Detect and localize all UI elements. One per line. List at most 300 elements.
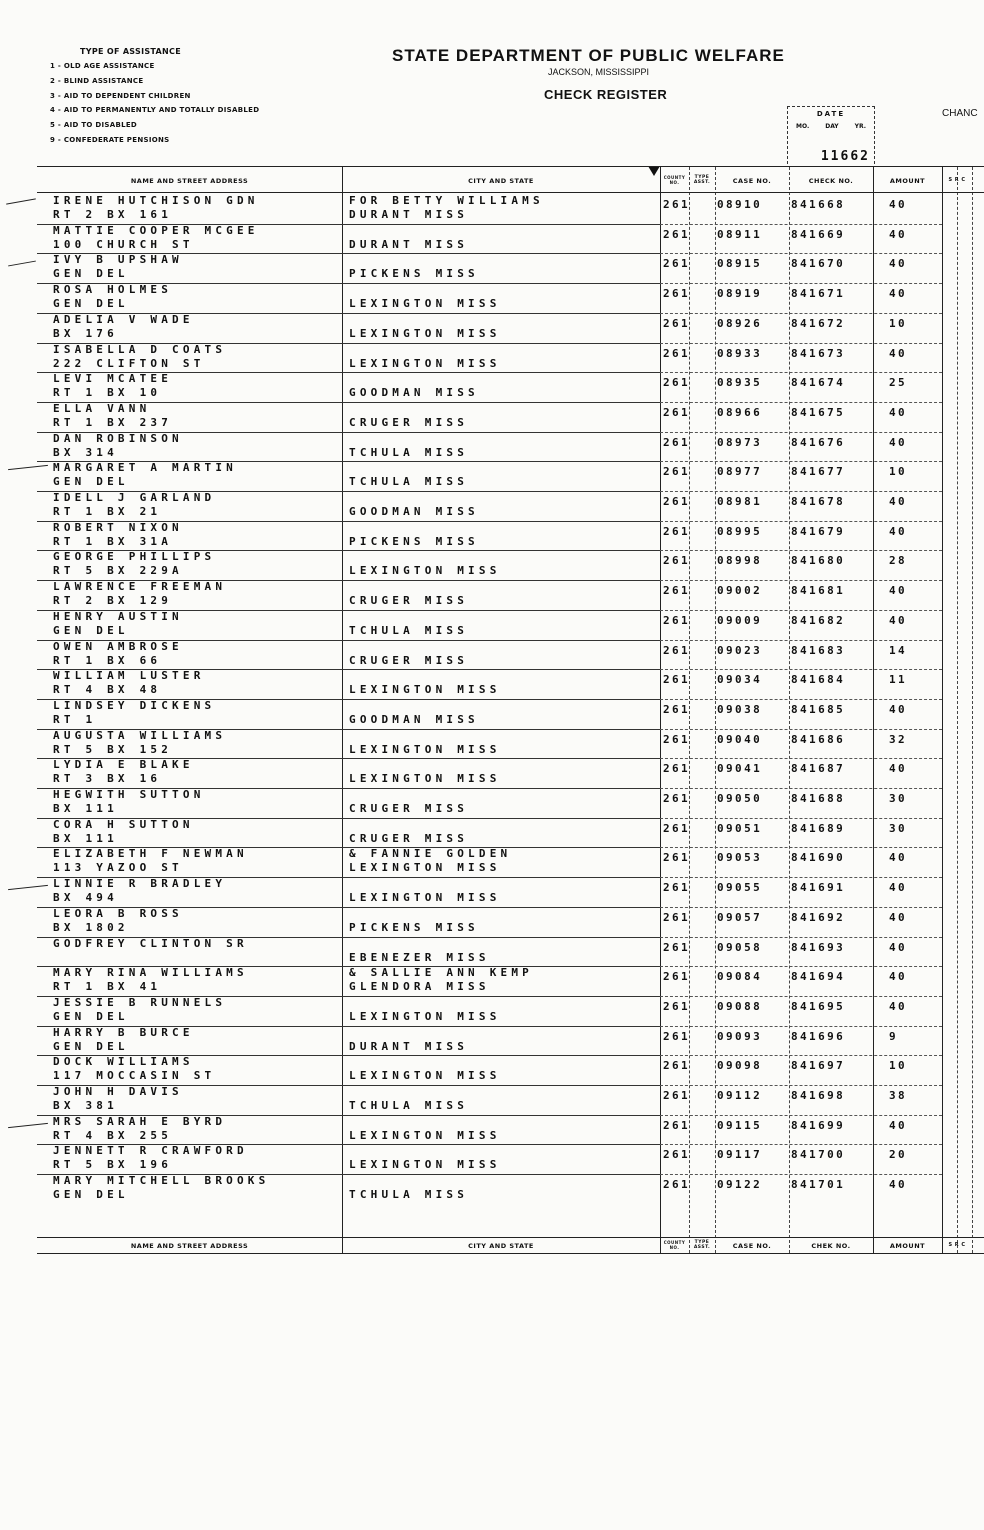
- street-address: BX 111: [53, 802, 118, 815]
- street-address: RT 1 BX 41: [53, 980, 162, 994]
- register-row: [37, 610, 984, 640]
- case-number: 09002: [717, 584, 763, 598]
- county-number: 261: [663, 673, 691, 687]
- register-row: [37, 729, 984, 759]
- row-rule: [660, 313, 942, 314]
- recipient-name: MARY MITCHELL BROOKS: [53, 1174, 270, 1188]
- check-number: 841686: [791, 732, 846, 746]
- register-row: [37, 1174, 984, 1204]
- case-number: 09050: [717, 792, 763, 805]
- check-number: 841674: [791, 376, 846, 390]
- case-number: 09041: [717, 762, 763, 776]
- date-mo-label: MO.: [796, 123, 810, 130]
- row-rule: [660, 253, 942, 254]
- recipient-name: ROSA HOLMES: [53, 283, 173, 297]
- register-row: [37, 580, 984, 610]
- row-rule: [660, 283, 942, 284]
- row-rule: [660, 758, 942, 759]
- case-number: 09122: [717, 1178, 763, 1192]
- change-label: CHANC: [942, 108, 978, 119]
- row-rule: [660, 1085, 942, 1086]
- street-address: GEN DEL: [53, 297, 129, 311]
- street-address: RT 1 BX 66: [53, 653, 162, 667]
- county-number: 261: [663, 851, 691, 865]
- legend-item: 4 - AID TO PERMANENTLY AND TOTALLY DISABLED: [50, 106, 260, 115]
- street-address: RT 2 BX 129: [53, 594, 173, 608]
- street-address: GEN DEL: [53, 623, 129, 637]
- city-state: LEXINGTON MISS: [349, 297, 501, 311]
- city-state: LEXINGTON MISS: [349, 1069, 501, 1083]
- case-number: 09057: [717, 910, 763, 924]
- county-number: 261: [663, 405, 691, 419]
- recipient-name: ADELIA V WADE: [53, 312, 194, 326]
- county-number: 261: [663, 940, 691, 954]
- row-rule: [660, 818, 942, 819]
- check-number: 841689: [791, 821, 846, 835]
- county-number: 261: [663, 702, 691, 716]
- register-row: [37, 283, 984, 313]
- city-state: LEXINGTON MISS: [349, 683, 501, 697]
- amount-value: 40: [889, 495, 908, 508]
- legend-item: 1 - OLD AGE ASSISTANCE: [50, 62, 155, 70]
- county-number: 261: [663, 1118, 691, 1132]
- amount-value: 28: [889, 554, 908, 568]
- recipient-name: LYDIA E BLAKE: [53, 758, 194, 772]
- footer-flags: S R C: [948, 1242, 966, 1248]
- assistance-legend: [50, 47, 259, 148]
- street-address: RT 4 BX 255: [53, 1128, 173, 1142]
- amount-value: 10: [889, 1059, 908, 1073]
- case-number: 09040: [717, 732, 763, 746]
- city-state: TCHULA MISS: [349, 445, 469, 459]
- recipient-name: WILLIAM LUSTER: [53, 669, 205, 683]
- amount-value: 10: [889, 316, 908, 330]
- check-number: 841693: [791, 940, 846, 954]
- county-number: 261: [663, 732, 691, 746]
- register-row: [37, 402, 984, 432]
- recipient-name: IDELL J GARLAND: [53, 491, 216, 504]
- check-number: 841668: [791, 198, 846, 211]
- header-county: COUNTY NO.: [663, 175, 686, 185]
- recipient-name: JENNETT R CRAWFORD: [53, 1144, 248, 1158]
- amount-value: 40: [889, 910, 908, 924]
- recipient-name: ELIZABETH F NEWMAN: [53, 847, 248, 861]
- amount-value: 40: [889, 851, 908, 865]
- check-number: 841675: [791, 405, 846, 419]
- check-number: 841672: [791, 316, 846, 330]
- recipient-name: ISABELLA D COATS: [53, 342, 227, 356]
- street-address: BX 381: [53, 1099, 118, 1112]
- city-state: CRUGER MISS: [349, 594, 469, 608]
- check-number: 841676: [791, 435, 846, 449]
- county-number: 261: [663, 792, 691, 805]
- register-row: [37, 372, 984, 402]
- county-number: 261: [663, 584, 691, 598]
- header-case: CASE NO.: [732, 177, 772, 185]
- register-row: [37, 194, 984, 224]
- city-state: CRUGER MISS: [349, 831, 469, 845]
- check-number: 841673: [791, 346, 846, 360]
- register-row: [37, 847, 984, 877]
- amount-value: 40: [889, 346, 908, 360]
- city-state: CRUGER MISS: [349, 653, 469, 667]
- amount-value: 40: [889, 405, 908, 419]
- county-number: 261: [663, 316, 691, 330]
- county-number: 261: [663, 1148, 691, 1162]
- street-address: RT 1 BX 21: [53, 505, 162, 518]
- county-number: 261: [663, 435, 691, 449]
- check-number: 841669: [791, 227, 846, 241]
- case-number: 09023: [717, 643, 763, 657]
- recipient-name: IRENE HUTCHISON GDN: [53, 194, 259, 207]
- check-number: 841678: [791, 495, 846, 508]
- check-number: 841696: [791, 1029, 846, 1043]
- street-address: RT 2 BX 161: [53, 208, 173, 221]
- row-rule: [660, 877, 942, 878]
- row-rule: [660, 937, 942, 938]
- amount-value: 40: [889, 999, 908, 1013]
- header-rule: [37, 192, 984, 193]
- recipient-name: AUGUSTA WILLIAMS: [53, 728, 227, 742]
- county-number: 261: [663, 1059, 691, 1073]
- recipient-name: GODFREY CLINTON SR: [53, 936, 248, 950]
- city-state: LEXINGTON MISS: [349, 1009, 501, 1023]
- margin-tick: [8, 261, 36, 267]
- city-note: & SALLIE ANN KEMP: [349, 966, 533, 980]
- check-number: 841683: [791, 643, 846, 657]
- recipient-name: LAWRENCE FREEMAN: [53, 580, 227, 594]
- row-rule: [660, 640, 942, 641]
- city-state: LEXINGTON MISS: [349, 891, 501, 905]
- row-rule: [660, 224, 942, 225]
- case-number: 09088: [717, 999, 763, 1013]
- city-state: LEXINGTON MISS: [349, 861, 501, 875]
- date-value: 11662: [820, 149, 870, 164]
- date-box: [787, 106, 875, 164]
- row-rule: [660, 610, 942, 611]
- register-row: [37, 937, 984, 967]
- check-number: 841694: [791, 970, 846, 984]
- row-rule: [660, 847, 942, 848]
- city-state: DURANT MISS: [349, 237, 469, 251]
- case-number: 08919: [717, 287, 763, 301]
- case-number: 08926: [717, 316, 763, 330]
- case-number: 09055: [717, 881, 763, 895]
- county-number: 261: [663, 227, 691, 241]
- county-number: 261: [663, 910, 691, 924]
- row-rule: [660, 461, 942, 462]
- county-number: 261: [663, 376, 691, 390]
- amount-value: 40: [889, 762, 908, 776]
- county-number: 261: [663, 999, 691, 1013]
- case-number: 09115: [717, 1118, 763, 1132]
- case-number: 09009: [717, 613, 763, 627]
- county-number: 261: [663, 1029, 691, 1043]
- register-row: [37, 1115, 984, 1145]
- city-state: PICKENS MISS: [349, 920, 479, 934]
- check-number: 841684: [791, 673, 846, 687]
- county-number: 261: [663, 613, 691, 627]
- header-check: CHECK NO.: [808, 177, 854, 185]
- register-row: [37, 550, 984, 580]
- register-row: [37, 699, 984, 729]
- recipient-name: MRS SARAH E BYRD: [53, 1114, 227, 1128]
- row-rule: [660, 669, 942, 670]
- recipient-name: IVY B UPSHAW: [53, 253, 183, 267]
- city-state: LEXINGTON MISS: [349, 564, 501, 578]
- city-state: EBENEZER MISS: [349, 950, 490, 964]
- register-row: [37, 996, 984, 1026]
- city-state: CRUGER MISS: [349, 415, 469, 429]
- check-number: 841690: [791, 851, 846, 865]
- case-number: 09098: [717, 1059, 763, 1073]
- check-number: 841681: [791, 584, 846, 598]
- amount-value: 38: [889, 1089, 908, 1102]
- street-address: BX 1802: [53, 920, 129, 934]
- legend-item: 9 - CONFEDERATE PENSIONS: [50, 135, 170, 144]
- check-number: 841700: [791, 1148, 846, 1162]
- recipient-name: MARGARET A MARTIN: [53, 461, 237, 475]
- case-number: 08973: [717, 435, 763, 449]
- street-address: RT 4 BX 48: [53, 683, 162, 697]
- amount-value: 40: [889, 881, 908, 895]
- margin-tick: [6, 198, 36, 204]
- recipient-name: MATTIE COOPER MCGEE: [53, 223, 259, 237]
- register-row: [37, 877, 984, 907]
- row-rule: [660, 1026, 942, 1027]
- city-state: LEXINGTON MISS: [349, 356, 501, 370]
- street-address: BX 494: [53, 891, 118, 905]
- case-number: 08933: [717, 346, 763, 360]
- amount-value: 40: [889, 584, 908, 598]
- case-number: 08915: [717, 257, 763, 271]
- register-row: [37, 966, 984, 996]
- register-row: [37, 521, 984, 551]
- row-rule: [660, 402, 942, 403]
- case-number: 08911: [717, 227, 763, 241]
- city-state: LEXINGTON MISS: [349, 1158, 501, 1172]
- recipient-name: JESSIE B RUNNELS: [53, 995, 227, 1009]
- recipient-name: HEGWITH SUTTON: [53, 788, 205, 801]
- case-number: 08995: [717, 524, 763, 538]
- recipient-name: CORA H SUTTON: [53, 817, 194, 831]
- city-state: LEXINGTON MISS: [349, 1128, 501, 1142]
- case-number: 08966: [717, 405, 763, 419]
- row-rule: [660, 432, 942, 433]
- check-number: 841692: [791, 910, 846, 924]
- case-number: 09117: [717, 1148, 763, 1162]
- register-row: [37, 1055, 984, 1085]
- row-rule: [660, 521, 942, 522]
- amount-value: 40: [889, 198, 908, 211]
- city-state: GOODMAN MISS: [349, 712, 479, 726]
- case-number: 08935: [717, 376, 763, 390]
- recipient-name: LINDSEY DICKENS: [53, 698, 216, 712]
- legend-heading: TYPE OF ASSISTANCE: [80, 47, 181, 56]
- city-state: GOODMAN MISS: [349, 386, 479, 400]
- check-number: 841679: [791, 524, 846, 538]
- header-amount: AMOUNT: [889, 177, 926, 185]
- check-number: 841677: [791, 465, 846, 479]
- street-address: RT 5 BX 196: [53, 1158, 173, 1172]
- city-state: TCHULA MISS: [349, 475, 469, 489]
- row-rule: [660, 343, 942, 344]
- case-number: 09084: [717, 970, 763, 984]
- amount-value: 40: [889, 257, 908, 271]
- row-rule: [660, 550, 942, 551]
- row-rule: [660, 788, 942, 789]
- street-address: GEN DEL: [53, 1009, 129, 1023]
- footer-county: COUNTY NO.: [663, 1240, 686, 1250]
- legend-item: 3 - AID TO DEPENDENT CHILDREN: [50, 91, 191, 100]
- amount-value: 40: [889, 940, 908, 954]
- county-number: 261: [663, 465, 691, 479]
- street-address: RT 1 BX 31A: [53, 534, 173, 548]
- city-state: GOODMAN MISS: [349, 505, 479, 518]
- street-address: 113 YAZOO ST: [53, 861, 183, 875]
- recipient-name: HENRY AUSTIN: [53, 609, 183, 623]
- amount-value: 40: [889, 613, 908, 627]
- street-address: GEN DEL: [53, 1039, 129, 1053]
- city-state: LEXINGTON MISS: [349, 772, 501, 786]
- footer-type: TYPE ASST.: [693, 1240, 711, 1250]
- street-address: RT 1: [53, 712, 97, 726]
- case-number: 09038: [717, 702, 763, 716]
- amount-value: 30: [889, 792, 908, 805]
- register-row: [37, 432, 984, 462]
- street-address: RT 5 BX 152: [53, 742, 173, 756]
- footer-city: CITY AND STATE: [468, 1242, 534, 1250]
- footer-amount: AMOUNT: [889, 1242, 926, 1250]
- check-number: 841687: [791, 762, 846, 776]
- date-yr-label: YR.: [854, 123, 866, 130]
- register-row: [37, 1144, 984, 1174]
- county-number: 261: [663, 495, 691, 508]
- street-address: 117 MOCCASIN ST: [53, 1069, 216, 1083]
- amount-value: 40: [889, 435, 908, 449]
- footer-rule: [37, 1237, 984, 1238]
- street-address: BX 176: [53, 326, 118, 340]
- recipient-name: ROBERT NIXON: [53, 520, 183, 534]
- register-row: [37, 343, 984, 373]
- case-number: 09053: [717, 851, 763, 865]
- street-address: BX 111: [53, 831, 118, 845]
- page-subtitle: JACKSON, MISSISSIPPI: [548, 67, 650, 77]
- register-title: CHECK REGISTER: [544, 87, 668, 102]
- street-address: RT 5 BX 229A: [53, 564, 183, 578]
- street-address: RT 1 BX 10: [53, 386, 162, 400]
- row-rule: [660, 996, 942, 997]
- recipient-name: JOHN H DAVIS: [53, 1085, 183, 1098]
- recipient-name: LINNIE R BRADLEY: [53, 877, 227, 891]
- amount-value: 40: [889, 970, 908, 984]
- county-number: 261: [663, 643, 691, 657]
- city-state: TCHULA MISS: [349, 1099, 469, 1112]
- case-number: 08998: [717, 554, 763, 568]
- amount-value: 40: [889, 227, 908, 241]
- footer-check: CHEK NO.: [811, 1242, 851, 1250]
- case-number: 09034: [717, 673, 763, 687]
- amount-value: 10: [889, 465, 908, 479]
- register-row: [37, 788, 984, 818]
- recipient-name: DAN ROBINSON: [53, 431, 183, 445]
- row-rule: [660, 1055, 942, 1056]
- case-number: 08977: [717, 465, 763, 479]
- amount-value: 20: [889, 1148, 908, 1162]
- row-rule: [660, 1144, 942, 1145]
- street-address: 100 CHURCH ST: [53, 237, 194, 251]
- county-number: 261: [663, 257, 691, 271]
- amount-value: 11: [889, 673, 908, 687]
- register-row: [37, 461, 984, 491]
- street-address: RT 1 BX 237: [53, 415, 173, 429]
- street-address: 222 CLIFTON ST: [53, 356, 205, 370]
- city-state: GLENDORA MISS: [349, 980, 490, 994]
- footer-name: NAME AND STREET ADDRESS: [130, 1242, 249, 1250]
- register-row: [37, 669, 984, 699]
- header-type: TYPE ASST.: [693, 175, 711, 185]
- county-number: 261: [663, 524, 691, 538]
- city-note: FOR BETTY WILLIAMS: [349, 194, 544, 207]
- case-number: 09093: [717, 1029, 763, 1043]
- register-row: [37, 313, 984, 343]
- street-address: GEN DEL: [53, 1188, 129, 1202]
- check-number: 841701: [791, 1178, 846, 1192]
- check-number: 841691: [791, 881, 846, 895]
- row-rule: [660, 966, 942, 967]
- county-number: 261: [663, 198, 691, 211]
- county-number: 261: [663, 287, 691, 301]
- check-number: 841670: [791, 257, 846, 271]
- county-number: 261: [663, 1089, 691, 1102]
- amount-value: 40: [889, 287, 908, 301]
- city-state: PICKENS MISS: [349, 267, 479, 281]
- check-number: 841671: [791, 287, 846, 301]
- county-number: 261: [663, 821, 691, 835]
- case-number: 09112: [717, 1089, 763, 1102]
- recipient-name: OWEN AMBROSE: [53, 639, 183, 653]
- street-address: GEN DEL: [53, 475, 129, 489]
- city-state: TCHULA MISS: [349, 623, 469, 637]
- check-number: 841685: [791, 702, 846, 716]
- check-number: 841682: [791, 613, 846, 627]
- street-address: RT 3 BX 16: [53, 772, 162, 786]
- city-state: LEXINGTON MISS: [349, 326, 501, 340]
- recipient-name: HARRY B BURCE: [53, 1025, 194, 1039]
- amount-value: 32: [889, 732, 908, 746]
- check-register-table: [37, 166, 984, 1254]
- case-number: 08981: [717, 495, 763, 508]
- case-number: 09051: [717, 821, 763, 835]
- city-state: DURANT MISS: [349, 208, 469, 221]
- street-address: BX 314: [53, 445, 118, 459]
- amount-value: 40: [889, 524, 908, 538]
- row-rule: [660, 907, 942, 908]
- amount-value: 25: [889, 376, 908, 390]
- check-number: 841697: [791, 1059, 846, 1073]
- row-rule: [660, 491, 942, 492]
- county-number: 261: [663, 1178, 691, 1192]
- legend-item: 2 - BLIND ASSISTANCE: [50, 76, 144, 85]
- recipient-name: MARY RINA WILLIAMS: [53, 966, 248, 980]
- recipient-name: GEORGE PHILLIPS: [53, 550, 216, 564]
- check-number: 841699: [791, 1118, 846, 1132]
- row-rule: [660, 1174, 942, 1175]
- city-state: CRUGER MISS: [349, 802, 469, 815]
- county-number: 261: [663, 346, 691, 360]
- legend-item: 5 - AID TO DISABLED: [50, 121, 138, 130]
- amount-value: 40: [889, 1178, 908, 1192]
